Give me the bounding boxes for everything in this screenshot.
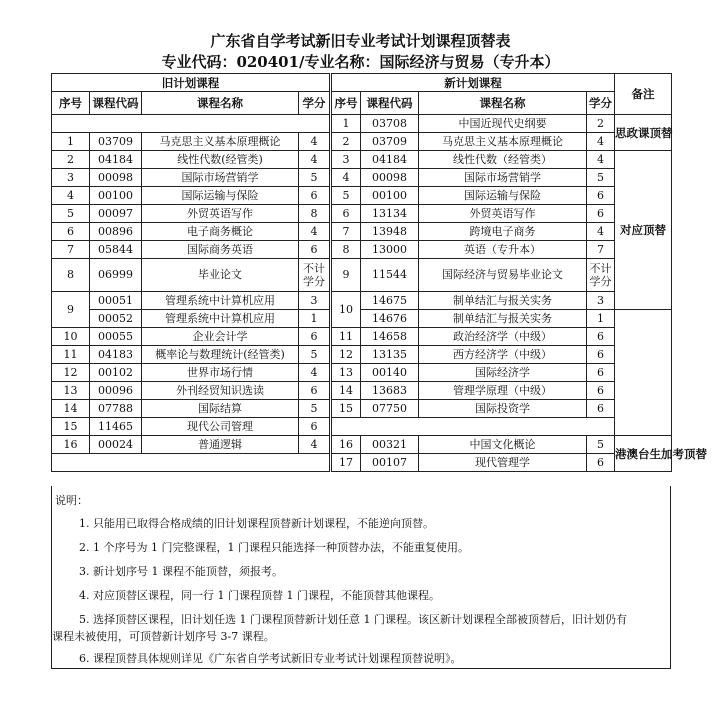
new-no: 17 <box>331 454 361 472</box>
new-credit: 4 <box>587 133 615 151</box>
old-name: 国际市场营销学 <box>142 169 299 187</box>
new-credit: 5 <box>587 169 615 187</box>
table-row <box>52 133 672 151</box>
old-name-header: 课程名称 <box>142 92 299 115</box>
table-row <box>52 241 672 259</box>
old-code: 00096 <box>90 382 142 400</box>
old-credit: 5 <box>299 400 331 418</box>
new-name: 中国近现代史纲要 <box>419 115 587 133</box>
new-name: 国际运输与保险 <box>419 187 587 205</box>
table-row <box>52 187 672 205</box>
old-code: 06999 <box>90 259 142 292</box>
old-name: 管理系统中计算机应用 <box>142 292 299 310</box>
new-no: 11 <box>331 328 361 346</box>
new-code: 00100 <box>361 187 419 205</box>
table-row <box>52 454 672 472</box>
old-credit: 6 <box>299 382 331 400</box>
new-code: 14676 <box>361 310 419 328</box>
old-name: 马克思主义基本原理概论 <box>142 133 299 151</box>
old-code: 00055 <box>90 328 142 346</box>
new-code: 07750 <box>361 400 419 418</box>
old-credit: 5 <box>299 169 331 187</box>
new-name: 国际经济学 <box>419 364 587 382</box>
new-credit: 6 <box>587 454 615 472</box>
new-credit: 不计学分 <box>587 259 615 292</box>
new-name-header: 课程名称 <box>419 92 587 115</box>
new-name: 管理学原理（中级） <box>419 382 587 400</box>
table-row <box>52 382 672 400</box>
new-no: 14 <box>331 382 361 400</box>
new-credit: 4 <box>587 223 615 241</box>
empty-cell <box>331 418 615 436</box>
new-code: 03709 <box>361 133 419 151</box>
new-no-header: 序号 <box>331 92 361 115</box>
table-row <box>52 151 672 169</box>
old-no: 12 <box>52 364 90 382</box>
old-credit: 8 <box>299 205 331 223</box>
note-item: 1. 只能用已取得合格成绩的旧计划课程顶替新计划课程，不能逆向顶替。 <box>79 517 434 530</box>
new-name: 跨境电子商务 <box>419 223 587 241</box>
new-no: 10 <box>331 292 361 328</box>
old-name: 国际结算 <box>142 400 299 418</box>
new-name: 制单结汇与报关实务 <box>419 292 587 310</box>
old-no: 7 <box>52 241 90 259</box>
new-no: 5 <box>331 187 361 205</box>
new-name: 外贸英语写作 <box>419 205 587 223</box>
table-row <box>52 259 672 292</box>
old-name: 国际运输与保险 <box>142 187 299 205</box>
old-code: 04183 <box>90 346 142 364</box>
old-credit: 6 <box>299 187 331 205</box>
new-code: 00107 <box>361 454 419 472</box>
table-row <box>52 223 672 241</box>
new-credit: 1 <box>587 310 615 328</box>
new-name: 马克思主义基本原理概论 <box>419 133 587 151</box>
old-no: 13 <box>52 382 90 400</box>
table-row <box>52 346 672 364</box>
old-credit: 3 <box>299 292 331 310</box>
table-row <box>52 115 672 133</box>
new-name: 现代管理学 <box>419 454 587 472</box>
new-no: 1 <box>331 115 361 133</box>
new-no: 2 <box>331 133 361 151</box>
new-credit: 6 <box>587 187 615 205</box>
old-credit: 4 <box>299 436 331 454</box>
table-row <box>52 418 672 436</box>
new-code: 13134 <box>361 205 419 223</box>
new-credit-header: 学分 <box>587 92 615 115</box>
old-code: 00100 <box>90 187 142 205</box>
new-credit: 3 <box>587 292 615 310</box>
old-no-header: 序号 <box>52 92 90 115</box>
old-code: 00102 <box>90 364 142 382</box>
table-row <box>52 436 672 454</box>
old-name: 线性代数(经管类) <box>142 151 299 169</box>
old-no: 5 <box>52 205 90 223</box>
new-no: 4 <box>331 169 361 187</box>
new-name: 国际投资学 <box>419 400 587 418</box>
new-credit: 6 <box>587 205 615 223</box>
new-code-header: 课程代码 <box>361 92 419 115</box>
new-credit: 6 <box>587 382 615 400</box>
note-item: 3. 新计划序号 1 课程不能顶替，须报考。 <box>79 565 283 578</box>
page-subtitle: 专业代码：020401/专业名称：国际经济与贸易（专升本） <box>161 53 560 71</box>
new-credit: 6 <box>587 346 615 364</box>
old-credit: 6 <box>299 241 331 259</box>
new-credit: 6 <box>587 328 615 346</box>
new-name: 制单结汇与报关实务 <box>419 310 587 328</box>
new-no: 15 <box>331 400 361 418</box>
remark-header: 备注 <box>615 74 672 115</box>
old-code: 11465 <box>90 418 142 436</box>
old-name: 国际商务英语 <box>142 241 299 259</box>
old-code: 00098 <box>90 169 142 187</box>
old-name: 电子商务概论 <box>142 223 299 241</box>
new-code: 04184 <box>361 151 419 169</box>
old-name: 世界市场行情 <box>142 364 299 382</box>
new-credit: 6 <box>587 400 615 418</box>
new-code: 13135 <box>361 346 419 364</box>
old-code: 00051 <box>90 292 142 310</box>
new-name: 国际市场营销学 <box>419 169 587 187</box>
new-no: 16 <box>331 436 361 454</box>
old-credit: 5 <box>299 346 331 364</box>
new-name: 国际经济与贸易毕业论文 <box>419 259 587 292</box>
new-no: 6 <box>331 205 361 223</box>
old-code: 03709 <box>90 133 142 151</box>
new-no: 7 <box>331 223 361 241</box>
old-credit: 4 <box>299 151 331 169</box>
old-credit: 6 <box>299 328 331 346</box>
old-no: 15 <box>52 418 90 436</box>
old-code: 00024 <box>90 436 142 454</box>
table-row <box>52 400 672 418</box>
new-code: 11544 <box>361 259 419 292</box>
old-code: 07788 <box>90 400 142 418</box>
new-no: 3 <box>331 151 361 169</box>
note-item-continued: 课程未被使用，可顶替新计划序号 3-7 课程。 <box>52 630 275 643</box>
old-credit: 4 <box>299 364 331 382</box>
old-credit: 1 <box>299 310 331 328</box>
new-name: 线性代数（经管类） <box>419 151 587 169</box>
remark-match: 对应顶替 <box>615 151 672 310</box>
new-credit: 7 <box>587 241 615 259</box>
replacement-table <box>51 73 707 472</box>
old-credit: 6 <box>299 418 331 436</box>
old-code: 00052 <box>90 310 142 328</box>
note-item: 4. 对应顶替区课程，同一行 1 门课程顶替 1 门课程，不能顶替其他课程。 <box>79 589 440 602</box>
new-no: 8 <box>331 241 361 259</box>
old-no: 11 <box>52 346 90 364</box>
old-name: 外贸英语写作 <box>142 205 299 223</box>
old-name: 毕业论文 <box>142 259 299 292</box>
old-no: 6 <box>52 223 90 241</box>
old-credit: 4 <box>299 223 331 241</box>
new-code: 13000 <box>361 241 419 259</box>
new-credit: 2 <box>587 115 615 133</box>
table-row <box>52 169 672 187</box>
new-code: 14675 <box>361 292 419 310</box>
table-row <box>52 364 672 382</box>
old-plan-header: 旧计划课程 <box>52 74 331 92</box>
note-item: 6. 课程顶替具体规则详见《广东省自学考试新旧专业考试计划课程顶替说明》。 <box>79 652 462 665</box>
old-no: 16 <box>52 436 90 454</box>
new-credit: 5 <box>587 436 615 454</box>
new-code: 03708 <box>361 115 419 133</box>
old-no: 9 <box>52 292 90 328</box>
new-code: 13683 <box>361 382 419 400</box>
old-credit-header: 学分 <box>299 92 331 115</box>
new-name: 政治经济学（中级） <box>419 328 587 346</box>
empty-cell <box>52 115 331 133</box>
old-code-header: 课程代码 <box>90 92 142 115</box>
old-name: 外刊经贸知识选读 <box>142 382 299 400</box>
old-name: 企业会计学 <box>142 328 299 346</box>
remark-ideology: 思政课顶替 <box>615 115 672 151</box>
old-no: 8 <box>52 259 90 292</box>
old-code: 00097 <box>90 205 142 223</box>
new-no: 13 <box>331 364 361 382</box>
remark-hkmo: 港澳台生加考顶替 <box>615 436 672 472</box>
new-code: 00140 <box>361 364 419 382</box>
old-no: 4 <box>52 187 90 205</box>
old-credit: 不计学分 <box>299 259 331 292</box>
new-name: 中国文化概论 <box>419 436 587 454</box>
old-code: 05844 <box>90 241 142 259</box>
notes-title: 说明： <box>55 494 88 507</box>
note-item: 5. 选择顶替区课程，旧计划任选 1 门课程顶替新计划任意 1 门课程。该区新计划课程全部被顶替后，旧计划仍有 <box>79 613 627 626</box>
table-row <box>52 328 672 346</box>
table-row <box>52 292 672 310</box>
old-no: 3 <box>52 169 90 187</box>
new-no: 9 <box>331 259 361 292</box>
notes-box <box>51 486 671 669</box>
empty-cell <box>52 454 331 472</box>
old-code: 00896 <box>90 223 142 241</box>
table-row <box>52 310 672 328</box>
old-name: 概率论与数理统计(经管类) <box>142 346 299 364</box>
old-no: 1 <box>52 133 90 151</box>
new-name: 西方经济学（中级） <box>419 346 587 364</box>
old-no: 10 <box>52 328 90 346</box>
new-no: 12 <box>331 346 361 364</box>
new-code: 00321 <box>361 436 419 454</box>
new-credit: 4 <box>587 151 615 169</box>
table-row <box>52 205 672 223</box>
old-name: 管理系统中计算机应用 <box>142 310 299 328</box>
old-code: 04184 <box>90 151 142 169</box>
old-name: 现代公司管理 <box>142 418 299 436</box>
new-code: 14658 <box>361 328 419 346</box>
old-no: 14 <box>52 400 90 418</box>
new-code: 13948 <box>361 223 419 241</box>
new-code: 00098 <box>361 169 419 187</box>
new-plan-header: 新计划课程 <box>331 74 615 92</box>
page-title: 广东省自学考试新旧专业考试计划课程顶替表 <box>210 32 511 50</box>
new-credit: 6 <box>587 364 615 382</box>
old-no: 2 <box>52 151 90 169</box>
old-credit: 4 <box>299 133 331 151</box>
note-item: 2. 1 个序号为 1 门完整课程，1 门课程只能选择一种顶替办法，不能重复使用。 <box>79 541 469 554</box>
new-name: 英语（专升本） <box>419 241 587 259</box>
old-name: 普通逻辑 <box>142 436 299 454</box>
